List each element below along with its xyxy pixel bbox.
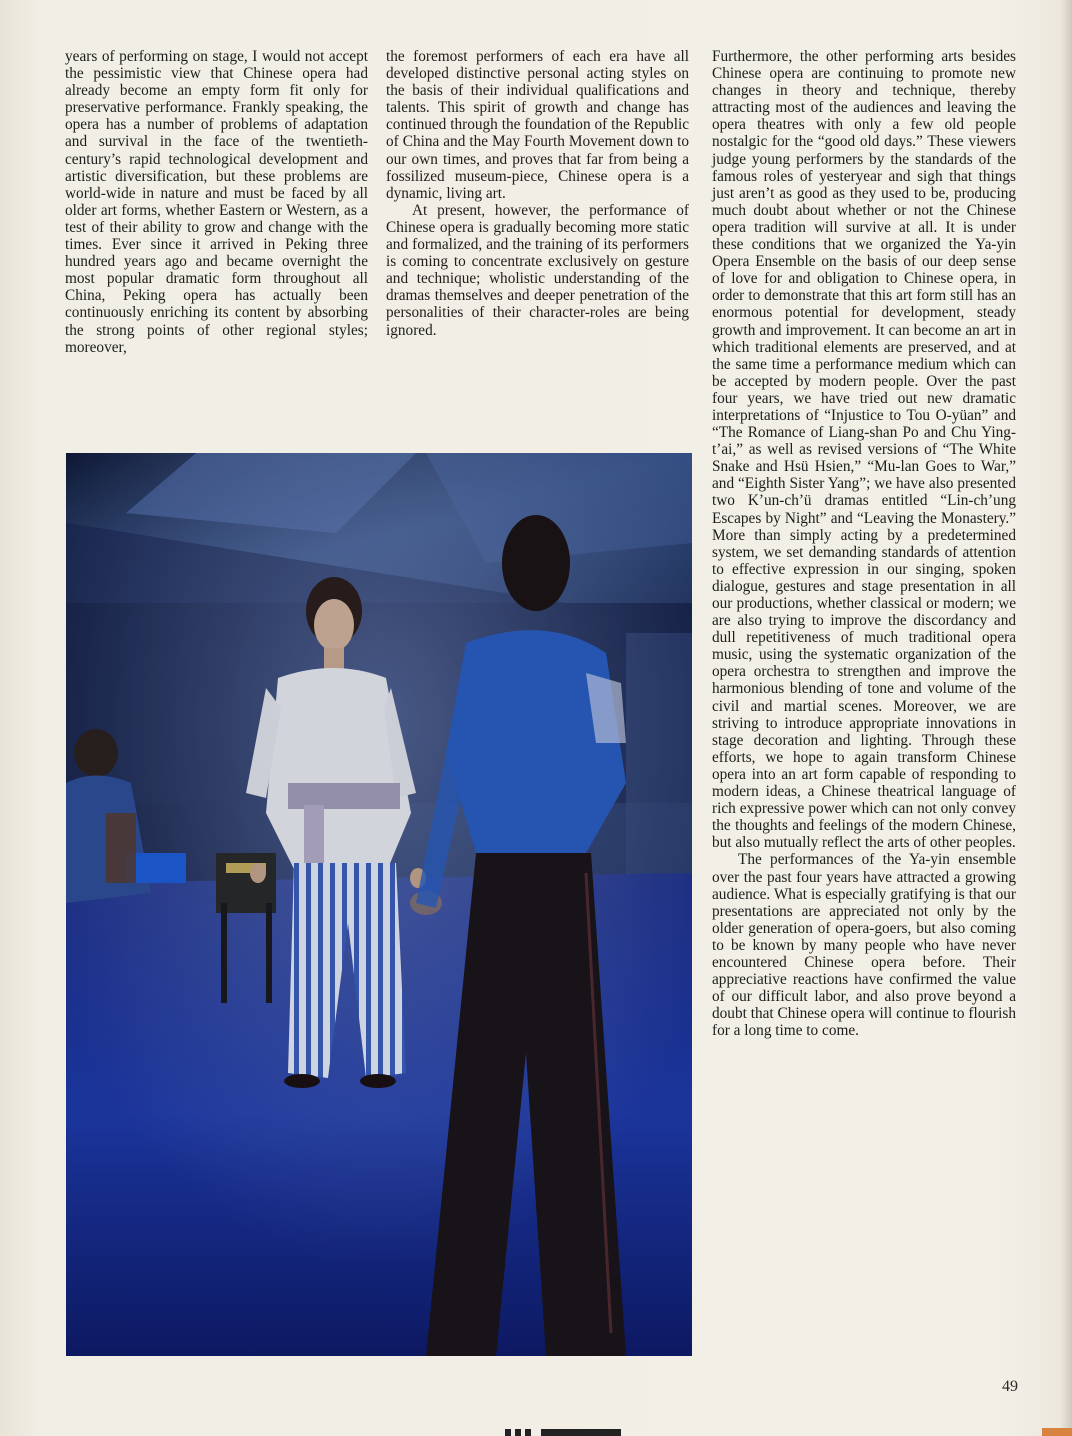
paragraph: At present, however, the performance of Chinese opera is gradually becoming more static and formalized, and the training of its performers is coming to concentrate exclusively on gesture and technique; wholistic understanding of the dramas themselves and deeper penetration of the personalities of their character-roles are being ignored. xyxy=(386,201,689,339)
rehearsal-photograph xyxy=(66,453,692,1356)
paragraph: years of performing on stage, I would not accept the pessimistic view that Chinese opera had already become an empty form fit only for preservative performance. Frankly speaking, the opera has a number of problems of adaptation and survival in the face of the twentieth-century’s rapid technological development and artistic diversification, but these problems are world-wide in nature and must be faced by all older art forms, whether Eastern or Western, as a test of their ability to grow and change with the times. Ever since it arrived in Peking three hundred years ago and became overnight the most popular dramatic form throughout all China, Peking opera has actually been continuously enriching its content by absorbing the strong points of other regional styles; moreover, xyxy=(65,48,368,356)
page-edge-shadow xyxy=(1060,0,1072,1436)
photo-illustration xyxy=(66,453,692,1356)
printer-mark xyxy=(505,1426,645,1436)
page-number: 49 xyxy=(1002,1378,1018,1395)
paragraph: Furthermore, the other performing arts besides Chinese opera are continuing to promote new changes in theory and technique, thereby attracting most of the audiences and leaving the opera theatres with only a few old people nostalgic for the “good old days.” These viewers judge young performers by the standards of the famous roles of yesteryear and sigh that things just aren’t as good as they used to be, producing much doubt about whether or not the Chinese opera tradition will survive at all. It is under these conditions that we organized the Ya-yin Opera Ensemble on the basis of our deep sense of love for and obligation to Chinese opera, in order to demonstrate that this art form still has an enormous potential for development, steady growth and improvement. It can become an art in which traditional elements are preserved, and at the same time a performance medium which can be accepted by modern people. Over the past four years, we have tried out new dramatic interpretations of “Injustice to Tou O-yüan” and “The Romance of Liang-shan Po and Chu Ying-t’ai,” as well as revised versions of “The White Snake and Hsü Hsien,” “Mu-lan Goes to War,” and “Eighth Sister Yang”; we have also presented two K’un-ch’ü dramas entitled “Lin-ch’ung Escapes by Night” and “Leaving the Monastery.” More than simply acting by a predetermined system, we set demanding standards of attention to effective expression in our singing, spoken dialogue, gestures and stage presentation in all our productions, whether classical or modern; we are also trying to improve the discordancy and dull repetitiveness of much traditional opera music, using the systematic organization of the opera orchestra to strengthen and improve the harmonious blending of tone and volume of the civil and martial scenes. Moreover, we are striving to introduce appropriate innovations in stage decoration and lighting. Through these efforts, we hope to again transform Chinese opera into an art form capable of responding to modern ideas, a Chinese theatrical language of rich expressive power which can not only convey the thoughts and feelings of the modern Chinese, but also mutually reflect the arts of other peoples. xyxy=(712,48,1016,852)
paragraph: the foremost performers of each era have all developed distinctive personal acting styles on the basis of their individual qualifications and talents. This spirit of growth and change has continued through the foundation of the Republic of China and the May Fourth Movement down to our own times, and proves that far from being a fossilized museum-piece, Chinese opera is a dynamic, living art. xyxy=(386,48,689,202)
text-column-1 xyxy=(65,48,368,356)
text-column-2 xyxy=(386,48,689,339)
text-column-3 xyxy=(712,48,1016,1039)
color-bar-fragment xyxy=(1042,1428,1072,1436)
paragraph: The performances of the Ya-yin ensemble over the past four years have attracted a growing audience. What is especially gratifying is that our presentations are appreciated not only by the older generation of opera-goers, but also coming to be known by many people who have never encountered Chinese opera before. Their appreciative reactions have confirmed the value of our difficult labor, and also prove beyond a doubt that Chinese opera will continue to flourish for a long time to come. xyxy=(712,851,1016,1040)
